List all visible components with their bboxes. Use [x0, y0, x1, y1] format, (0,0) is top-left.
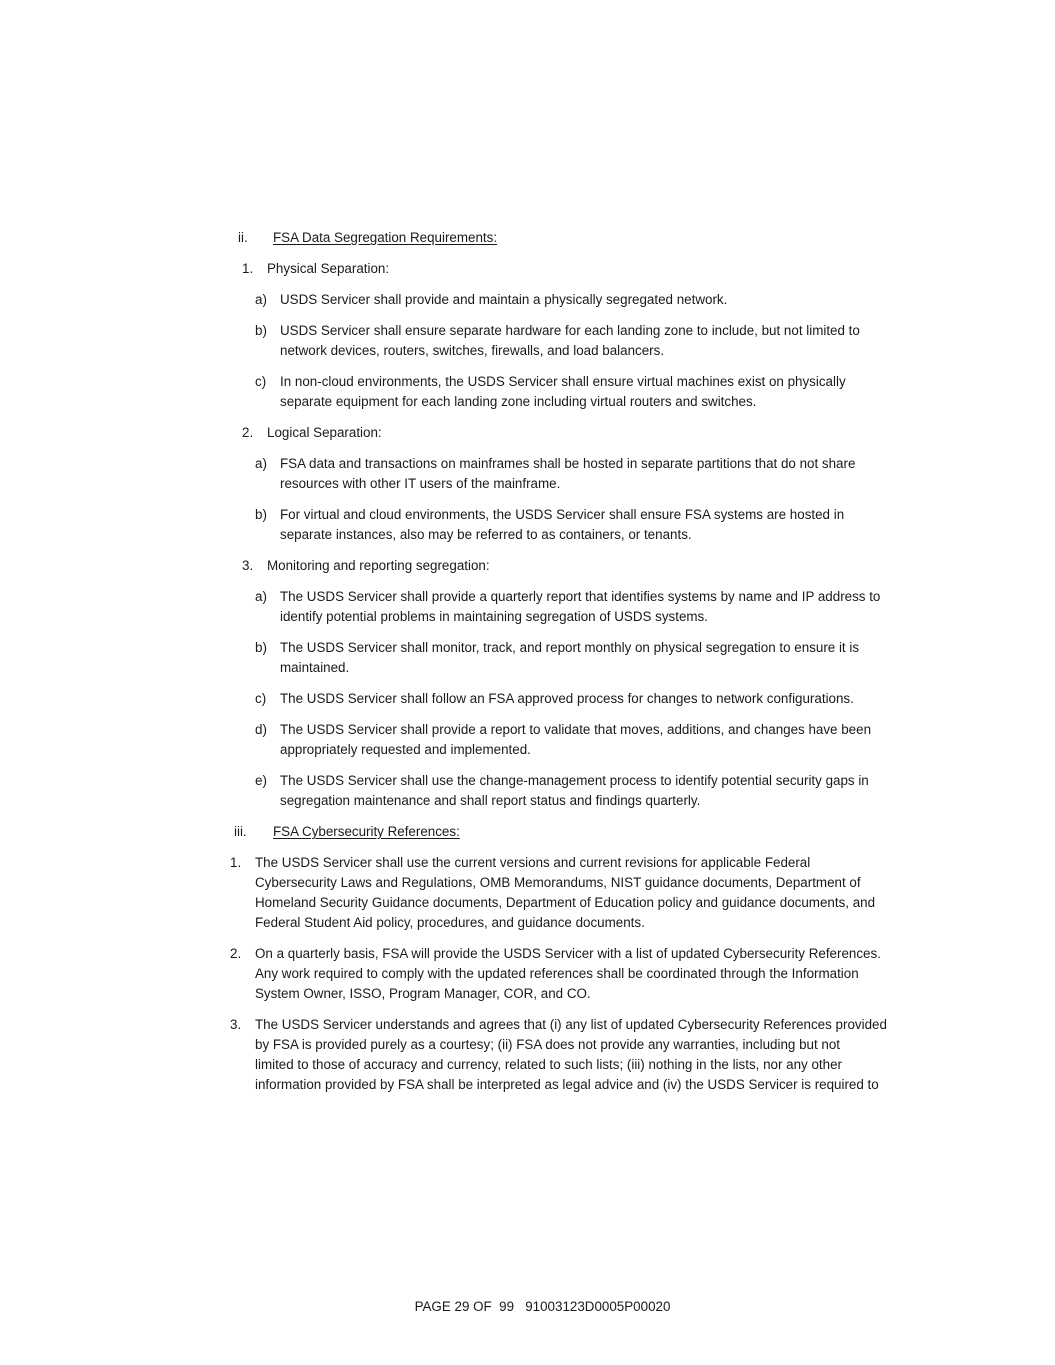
- monitoring-title: Monitoring and reporting segregation:: [267, 558, 490, 573]
- monitoring-b-marker: b): [255, 640, 267, 655]
- physical-b-line: network devices, routers, switches, firewalls, and load balancers.: [280, 343, 665, 358]
- ref-3-line: The USDS Servicer understands and agrees that (i) any list of updated Cybersecurity References provided: [255, 1017, 887, 1032]
- physical-c-marker: c): [255, 374, 267, 389]
- logical-b-marker: b): [255, 507, 267, 522]
- monitoring-c-line: The USDS Servicer shall follow an FSA approved process for changes to network configurations.: [280, 691, 854, 706]
- physical-a-marker: a): [255, 292, 267, 307]
- ref-1-line: The USDS Servicer shall use the current versions and current revisions for applicable Federal: [255, 855, 811, 870]
- logical-a-line: resources with other IT users of the mainframe.: [280, 476, 561, 491]
- physical-a-line: USDS Servicer shall provide and maintain a physically segregated network.: [280, 292, 728, 307]
- ref-1-line: Federal Student Aid policy, procedures, and guidance documents.: [255, 915, 645, 930]
- physical-c-line: In non-cloud environments, the USDS Servicer shall ensure virtual machines exist on physically: [280, 374, 846, 389]
- ref-2-line: System Owner, ISSO, Program Manager, COR, and CO.: [255, 986, 591, 1001]
- page-footer: PAGE 29 OF 99 91003123D0005P00020: [414, 1299, 671, 1314]
- section-iii-heading: FSA Cybersecurity References:: [273, 824, 460, 839]
- logical-a-line: FSA data and transactions on mainframes shall be hosted in separate partitions that do not share: [280, 456, 856, 471]
- monitoring-b-line: The USDS Servicer shall monitor, track, and report monthly on physical segregation to ensure it is: [280, 640, 860, 655]
- ref-3-marker: 3.: [230, 1017, 242, 1032]
- ref-3-line: information provided by FSA shall be interpreted as legal advice and (iv) the USDS Servicer is required to: [255, 1077, 879, 1092]
- logical-b-line: separate instances, also may be referred to as containers, or tenants.: [280, 527, 692, 542]
- physical-b-marker: b): [255, 323, 267, 338]
- logical-a-marker: a): [255, 456, 267, 471]
- logical-b-line: For virtual and cloud environments, the USDS Servicer shall ensure FSA systems are hosted in: [280, 507, 845, 522]
- monitoring-d-line: appropriately requested and implemented.: [280, 742, 531, 757]
- logical-title: Logical Separation:: [267, 425, 382, 440]
- logical-marker: 2.: [242, 425, 254, 440]
- ref-3-line: limited to those of accuracy and currency, related to such lists; (iii) nothing in the lists, nor any other: [255, 1057, 842, 1072]
- monitoring-a-line: The USDS Servicer shall provide a quarterly report that identifies systems by name and IP address to: [280, 589, 881, 604]
- ref-2-marker: 2.: [230, 946, 242, 961]
- ref-2-line: On a quarterly basis, FSA will provide the USDS Servicer with a list of updated Cybersecurity References.: [255, 946, 881, 961]
- monitoring-e-line: segregation maintenance and shall report status and findings quarterly.: [280, 793, 701, 808]
- monitoring-d-marker: d): [255, 722, 267, 737]
- ref-1-line: Cybersecurity Laws and Regulations, OMB Memorandums, NIST guidance documents, Department of: [255, 875, 861, 890]
- ref-2-line: Any work required to comply with the updated references shall be coordinated through the Information: [255, 966, 859, 981]
- monitoring-d-line: The USDS Servicer shall provide a report to validate that moves, additions, and changes have been: [280, 722, 872, 737]
- ref-3-line: by FSA is provided purely as a courtesy; (ii) FSA does not provide any warranties, including but not: [255, 1037, 841, 1052]
- monitoring-a-line: identify potential problems in maintaining segregation of USDS systems.: [280, 609, 708, 624]
- physical-title: Physical Separation:: [267, 261, 390, 276]
- ref-1-marker: 1.: [230, 855, 242, 870]
- monitoring-c-marker: c): [255, 691, 267, 706]
- monitoring-e-line: The USDS Servicer shall use the change-management process to identify potential security gaps in: [280, 773, 869, 788]
- physical-marker: 1.: [242, 261, 254, 276]
- physical-b-line: USDS Servicer shall ensure separate hardware for each landing zone to include, but not limited to: [280, 323, 860, 338]
- ref-1-line: Homeland Security Guidance documents, Department of Education policy and guidance documents, and: [255, 895, 876, 910]
- monitoring-b-line: maintained.: [280, 660, 350, 675]
- monitoring-a-marker: a): [255, 589, 267, 604]
- section-iii-marker: iii.: [234, 824, 247, 839]
- section-ii-heading: FSA Data Segregation Requirements:: [273, 230, 498, 245]
- section-ii-marker: ii.: [238, 230, 248, 245]
- monitoring-e-marker: e): [255, 773, 267, 788]
- monitoring-marker: 3.: [242, 558, 254, 573]
- physical-c-line: separate equipment for each landing zone including virtual routers and switches.: [280, 394, 757, 409]
